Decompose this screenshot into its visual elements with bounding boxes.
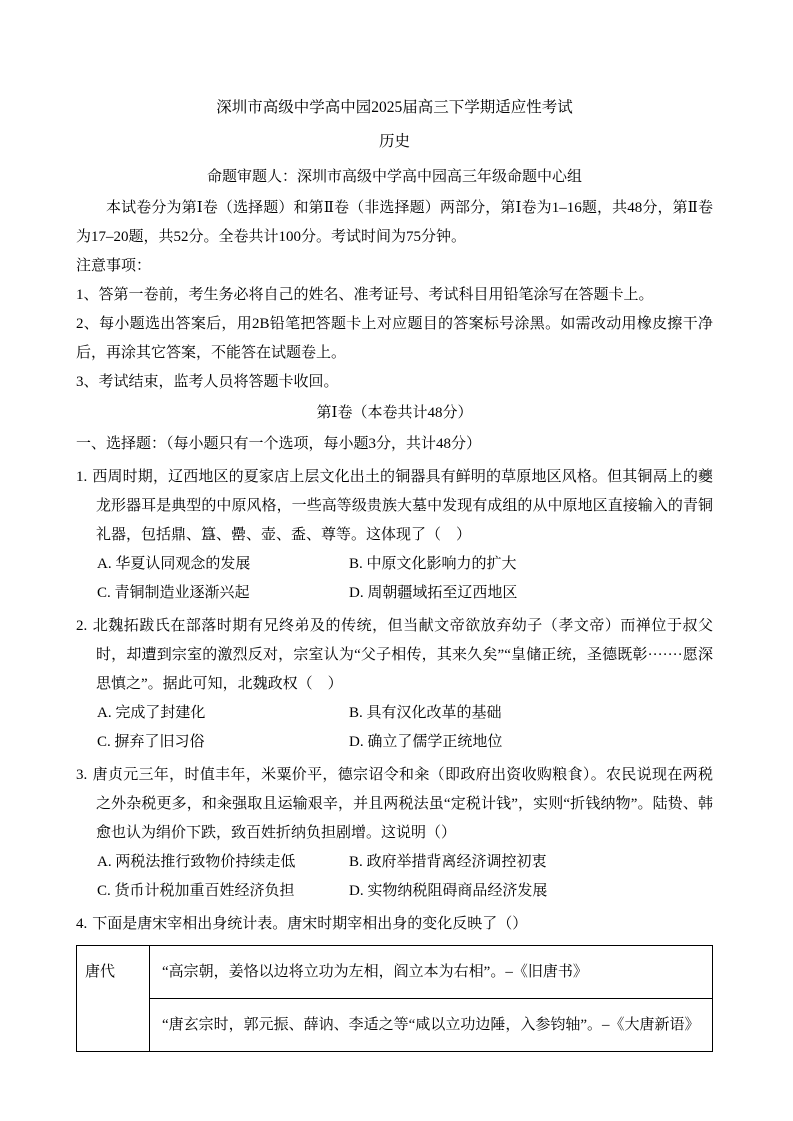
options-grid — [76, 848, 713, 906]
option: C. 青铜制造业逐渐兴起 — [97, 585, 250, 601]
question-number: 2. — [76, 618, 88, 634]
option: A. 完成了封建化 — [97, 705, 206, 721]
option: C. 货币计税加重百姓经济负担 — [97, 883, 295, 899]
option: D. 确立了儒学正统地位 — [349, 734, 503, 750]
question-stem — [76, 761, 713, 848]
dynasty-label-cell: 唐代 — [77, 946, 150, 1052]
notice-item-1: 1、答第一卷前，考生务必将自己的姓名、准考证号、考试科目用铅笔涂写在答题卡上。 — [76, 287, 654, 303]
section1-title: 一、选择题：（每小题只有一个选项，每小题3分，共计48分） — [76, 436, 482, 452]
option: C. 摒弃了旧习俗 — [97, 734, 205, 750]
question-3 — [76, 761, 713, 906]
part1-title: 第Ⅰ卷（本卷共计48分） — [316, 405, 473, 421]
question-text: 唐贞元三年，时值丰年，米粟价平，德宗诏令和籴（即政府出资收购粮食）。农民说现在两税之外杂税更多，和籴强取且运输艰辛，并且两税法虽“定税计钱”，实则“折钱纳物”。陆贽、韩愈也认为绢价下跌，致百姓折纳负担剧增。这说明（） — [92, 767, 713, 841]
quote-cell: “高宗朝，姜恪以边将立功为左相，阎立本为右相”。–《旧唐书》 — [150, 946, 713, 999]
exam-subject: 历史 — [378, 133, 410, 150]
exam-intro: 本试卷分为第Ⅰ卷（选择题）和第Ⅱ卷（非选择题）两部分，第Ⅰ卷为1–16题，共48分，第Ⅱ卷为17–20题，共52分。全卷共计100分。考试时间为75分钟。 — [76, 200, 713, 245]
question-stem — [76, 463, 713, 550]
notice-item-2: 2、每小题选出答案后，用2B铅笔把答题卡上对应题目的答案标号涂黑。如需改动用橡皮擦干净后，再涂其它答案，不能答在试题卷上。 — [76, 316, 713, 361]
question-number: 4. — [76, 916, 88, 932]
question-number: 1. — [76, 469, 88, 485]
notice-item-3: 3、考试结束，监考人员将答题卡收回。 — [76, 374, 339, 390]
table-row — [77, 999, 713, 1052]
question-stem — [76, 612, 713, 699]
option: D. 周朝疆域拓至辽西地区 — [349, 585, 518, 601]
question-text: 北魏拓跋氏在部落时期有兄终弟及的传统，但当献文帝欲放弃幼子（孝文帝）而禅位于叔父时，却遭到宗室的激烈反对，宗室认为“父子相传，其来久矣”“皇储正统，圣德既彰·······愿深思慎之”。据此可知，北魏政权（ ） — [92, 618, 713, 692]
option: A. 两税法推行致物价持续走低 — [97, 854, 296, 870]
question-text: 西周时期，辽西地区的夏家店上层文化出土的铜器具有鲜明的草原地区风格。但其铜鬲上的夔龙形器耳是典型的中原风格，一些高等级贵族大墓中发现有成组的从中原地区直接输入的青铜礼器，包括鼎、簋、罍、壶、盉、尊等。这体现了（ ） — [92, 469, 713, 543]
examiner-line: 命题审题人：深圳市高级中学高中园高三年级命题中心组 — [206, 169, 582, 185]
table-row — [77, 946, 713, 999]
question-1 — [76, 463, 713, 608]
question-number: 3. — [76, 767, 88, 783]
question-4 — [76, 910, 713, 1052]
notice-heading: 注意事项： — [76, 258, 152, 274]
question-2 — [76, 612, 713, 757]
option: B. 政府举措背离经济调控初衷 — [349, 854, 547, 870]
exam-title: 深圳市高级中学高中园2025届高三下学期适应性考试 — [216, 99, 573, 116]
option: A. 华夏认同观念的发展 — [97, 556, 251, 572]
quote-cell: “唐玄宗时，郭元振、薛讷、李适之等“咸以立功边陲，入参钧轴”。–《大唐新语》 — [150, 999, 713, 1052]
options-grid — [76, 699, 713, 757]
question-text: 下面是唐宋宰相出身统计表。唐宋时期宰相出身的变化反映了（） — [92, 916, 528, 932]
chancellor-origin-table — [76, 945, 713, 1052]
option: B. 具有汉化改革的基础 — [349, 705, 502, 721]
question-stem — [76, 910, 713, 939]
option: B. 中原文化影响力的扩大 — [349, 556, 517, 572]
options-grid — [76, 550, 713, 608]
option: D. 实物纳税阻碍商品经济发展 — [349, 883, 548, 899]
